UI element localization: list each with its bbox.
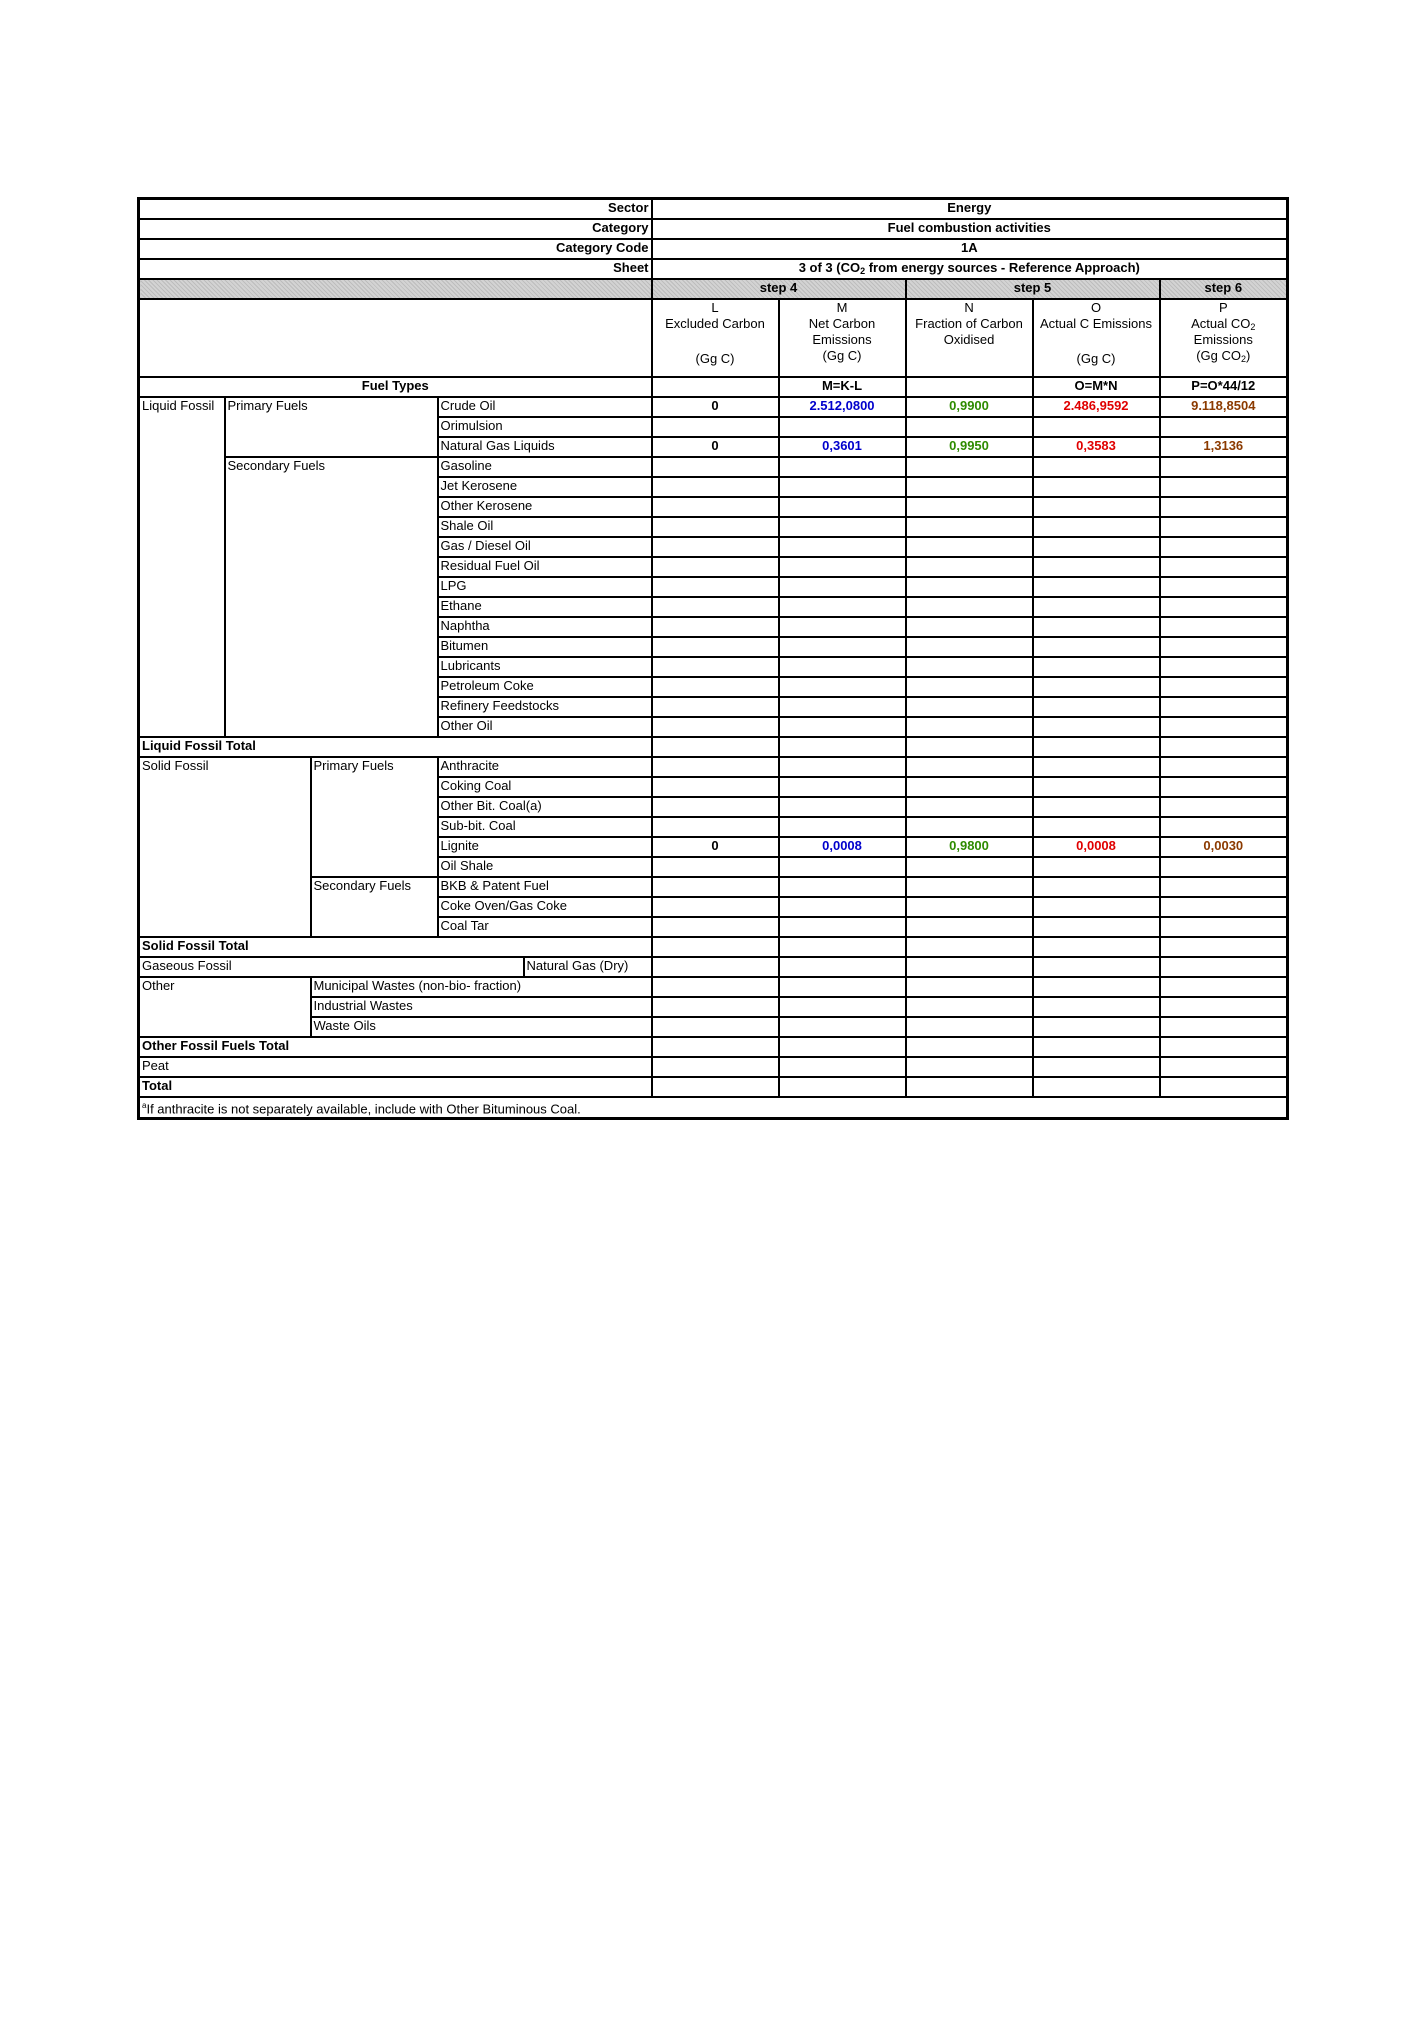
col-m-unit: (Gg C) <box>822 348 862 363</box>
fuel-natural-gas-dry: Natural Gas (Dry) <box>524 957 652 977</box>
sheet-value-sub: 2 <box>860 266 866 276</box>
fuel-residual-fuel-oil: Residual Fuel Oil <box>438 557 652 577</box>
col-o-title: Actual C Emissions <box>1040 316 1152 331</box>
column-header-row <box>139 299 1288 377</box>
solid-secondary-fuels-label: Secondary Fuels <box>311 877 438 937</box>
col-m-title-2: Emissions <box>812 332 872 347</box>
col-o-header <box>1033 299 1160 377</box>
fuel-lpg: LPG <box>438 577 652 597</box>
liquid-fossil-total: Liquid Fossil Total <box>139 737 652 757</box>
other-label: Other <box>139 977 311 1037</box>
category-code-value: 1A <box>652 239 1288 259</box>
fuel-municipal-wastes: Municipal Wastes (non-bio- fraction) <box>311 977 652 997</box>
solid-fossil-label: Solid Fossil <box>139 757 311 937</box>
fuel-orimulsion: Orimulsion <box>438 417 652 437</box>
col-p-header <box>1160 299 1288 377</box>
liquid-fossil-label: Liquid Fossil <box>139 397 225 737</box>
sheet-label: Sheet <box>139 259 652 279</box>
sheet-value-post: from energy sources - Reference Approach) <box>865 260 1140 275</box>
step-5-label: step 5 <box>906 279 1160 299</box>
fuel-coking-coal: Coking Coal <box>438 777 652 797</box>
crude-oil-l: 0 <box>652 397 779 417</box>
sheet-value <box>652 259 1288 279</box>
fuel-jet-kerosene: Jet Kerosene <box>438 477 652 497</box>
fuel-coal-tar: Coal Tar <box>438 917 652 937</box>
liquid-primary-fuels-label: Primary Fuels <box>225 397 438 457</box>
category-label: Category <box>139 219 652 239</box>
col-m-title-1: Net Carbon <box>808 316 876 331</box>
gaseous-fossil-label: Gaseous Fossil <box>139 957 524 977</box>
table-row <box>139 977 1288 997</box>
liquid-secondary-fuels-label: Secondary Fuels <box>225 457 438 737</box>
sector-label: Sector <box>139 199 652 220</box>
category-code-row <box>139 239 1288 259</box>
lignite-o: 0,0008 <box>1033 837 1160 857</box>
footnote-text: If anthracite is not separately available, include with Other Bituminous Coal. <box>146 1101 581 1117</box>
table-row <box>139 757 1288 777</box>
table-row <box>139 457 1288 477</box>
fuel-industrial-wastes: Industrial Wastes <box>311 997 652 1017</box>
col-p-formula: P=O*44/12 <box>1160 377 1288 397</box>
fuel-gas-diesel-oil: Gas / Diesel Oil <box>438 537 652 557</box>
fuel-ethane: Ethane <box>438 597 652 617</box>
column-header-blank <box>139 299 652 377</box>
ngl-p: 1,3136 <box>1160 437 1288 457</box>
category-code-label: Category Code <box>139 239 652 259</box>
col-n-letter: N <box>964 300 974 315</box>
col-o-letter: O <box>1090 300 1102 315</box>
col-p-letter: P <box>1218 300 1228 315</box>
table-row <box>139 1037 1288 1057</box>
col-p-title-2: Emissions <box>1193 332 1253 347</box>
fuel-shale-oil: Shale Oil <box>438 517 652 537</box>
crude-oil-n: 0,9900 <box>906 397 1033 417</box>
table-row <box>139 937 1288 957</box>
fuel-oil-shale: Oil Shale <box>438 857 652 877</box>
fuel-lubricants: Lubricants <box>438 657 652 677</box>
steps-row <box>139 279 1288 299</box>
fuel-lignite: Lignite <box>438 837 652 857</box>
crude-oil-p: 9.118,8504 <box>1160 397 1288 417</box>
fuel-refinery-feedstocks: Refinery Feedstocks <box>438 697 652 717</box>
fuel-other-bit-coal: Other Bit. Coal(a) <box>438 797 652 817</box>
fuel-types-label: Fuel Types <box>139 377 652 397</box>
col-l-title: Excluded Carbon <box>665 316 765 331</box>
peat-label: Peat <box>139 1057 652 1077</box>
solid-primary-fuels-label: Primary Fuels <box>311 757 438 877</box>
col-n-formula <box>906 377 1033 397</box>
formula-row <box>139 377 1288 397</box>
col-l-header <box>652 299 779 377</box>
col-o-formula: O=M*N <box>1033 377 1160 397</box>
ngl-o: 0,3583 <box>1033 437 1160 457</box>
fuel-sub-bit-coal: Sub-bit. Coal <box>438 817 652 837</box>
col-n-title-2: Oxidised <box>943 332 995 347</box>
fuel-petroleum-coke: Petroleum Coke <box>438 677 652 697</box>
table-row <box>139 1017 1288 1037</box>
lignite-n: 0,9800 <box>906 837 1033 857</box>
col-l-unit: (Gg C) <box>695 351 735 366</box>
table-row <box>139 737 1288 757</box>
ngl-l: 0 <box>652 437 779 457</box>
fuel-naphtha: Naphtha <box>438 617 652 637</box>
category-value: Fuel combustion activities <box>652 219 1288 239</box>
lignite-p: 0,0030 <box>1160 837 1288 857</box>
reference-approach-sheet <box>137 197 1289 1120</box>
fuel-bkb-patent-fuel: BKB & Patent Fuel <box>438 877 652 897</box>
table-row <box>139 397 1288 417</box>
solid-fossil-total: Solid Fossil Total <box>139 937 652 957</box>
fuel-bitumen: Bitumen <box>438 637 652 657</box>
fuel-waste-oils: Waste Oils <box>311 1017 652 1037</box>
col-l-letter: L <box>711 300 719 315</box>
sector-value: Energy <box>652 199 1288 220</box>
col-n-header <box>906 299 1033 377</box>
crude-oil-o: 2.486,9592 <box>1033 397 1160 417</box>
sheet-value-pre: 3 of 3 (CO <box>798 260 861 275</box>
table-row <box>139 1057 1288 1077</box>
sector-row <box>139 199 1288 220</box>
step-4-label: step 4 <box>652 279 906 299</box>
footnote <box>139 1097 1288 1119</box>
footnote-row <box>139 1097 1288 1119</box>
col-m-header <box>779 299 906 377</box>
lignite-m: 0,0008 <box>779 837 906 857</box>
fuel-ngl: Natural Gas Liquids <box>438 437 652 457</box>
category-row <box>139 219 1288 239</box>
sheet-row <box>139 259 1288 279</box>
other-fossil-total: Other Fossil Fuels Total <box>139 1037 652 1057</box>
table-row <box>139 1077 1288 1097</box>
col-n-title-1: Fraction of Carbon <box>915 316 1023 331</box>
fuel-gasoline: Gasoline <box>438 457 652 477</box>
fuel-other-oil: Other Oil <box>438 717 652 737</box>
ngl-m: 0,3601 <box>779 437 906 457</box>
col-l-formula <box>652 377 779 397</box>
col-p-title-1: Actual $CO_2$ <box>1191 316 1256 332</box>
col-m-letter: M <box>836 300 848 315</box>
table-row <box>139 997 1288 1017</box>
table-row <box>139 957 1288 977</box>
col-o-unit: (Gg C) <box>1076 351 1116 366</box>
step-6-label: step 6 <box>1160 279 1288 299</box>
col-m-formula: M=K-L <box>779 377 906 397</box>
footnote-mark: a <box>142 1101 147 1110</box>
fuel-crude-oil: Crude Oil <box>438 397 652 417</box>
lignite-l: 0 <box>652 837 779 857</box>
ngl-n: 0,9950 <box>906 437 1033 457</box>
table-row <box>139 877 1288 897</box>
col-p-unit: (Gg $CO_2$) <box>1196 348 1251 364</box>
steps-blank <box>139 279 652 299</box>
fuel-anthracite: Anthracite <box>438 757 652 777</box>
fuel-coke-oven-gas-coke: Coke Oven/Gas Coke <box>438 897 652 917</box>
grand-total: Total <box>139 1077 652 1097</box>
crude-oil-m: 2.512,0800 <box>779 397 906 417</box>
fuel-other-kerosene: Other Kerosene <box>438 497 652 517</box>
